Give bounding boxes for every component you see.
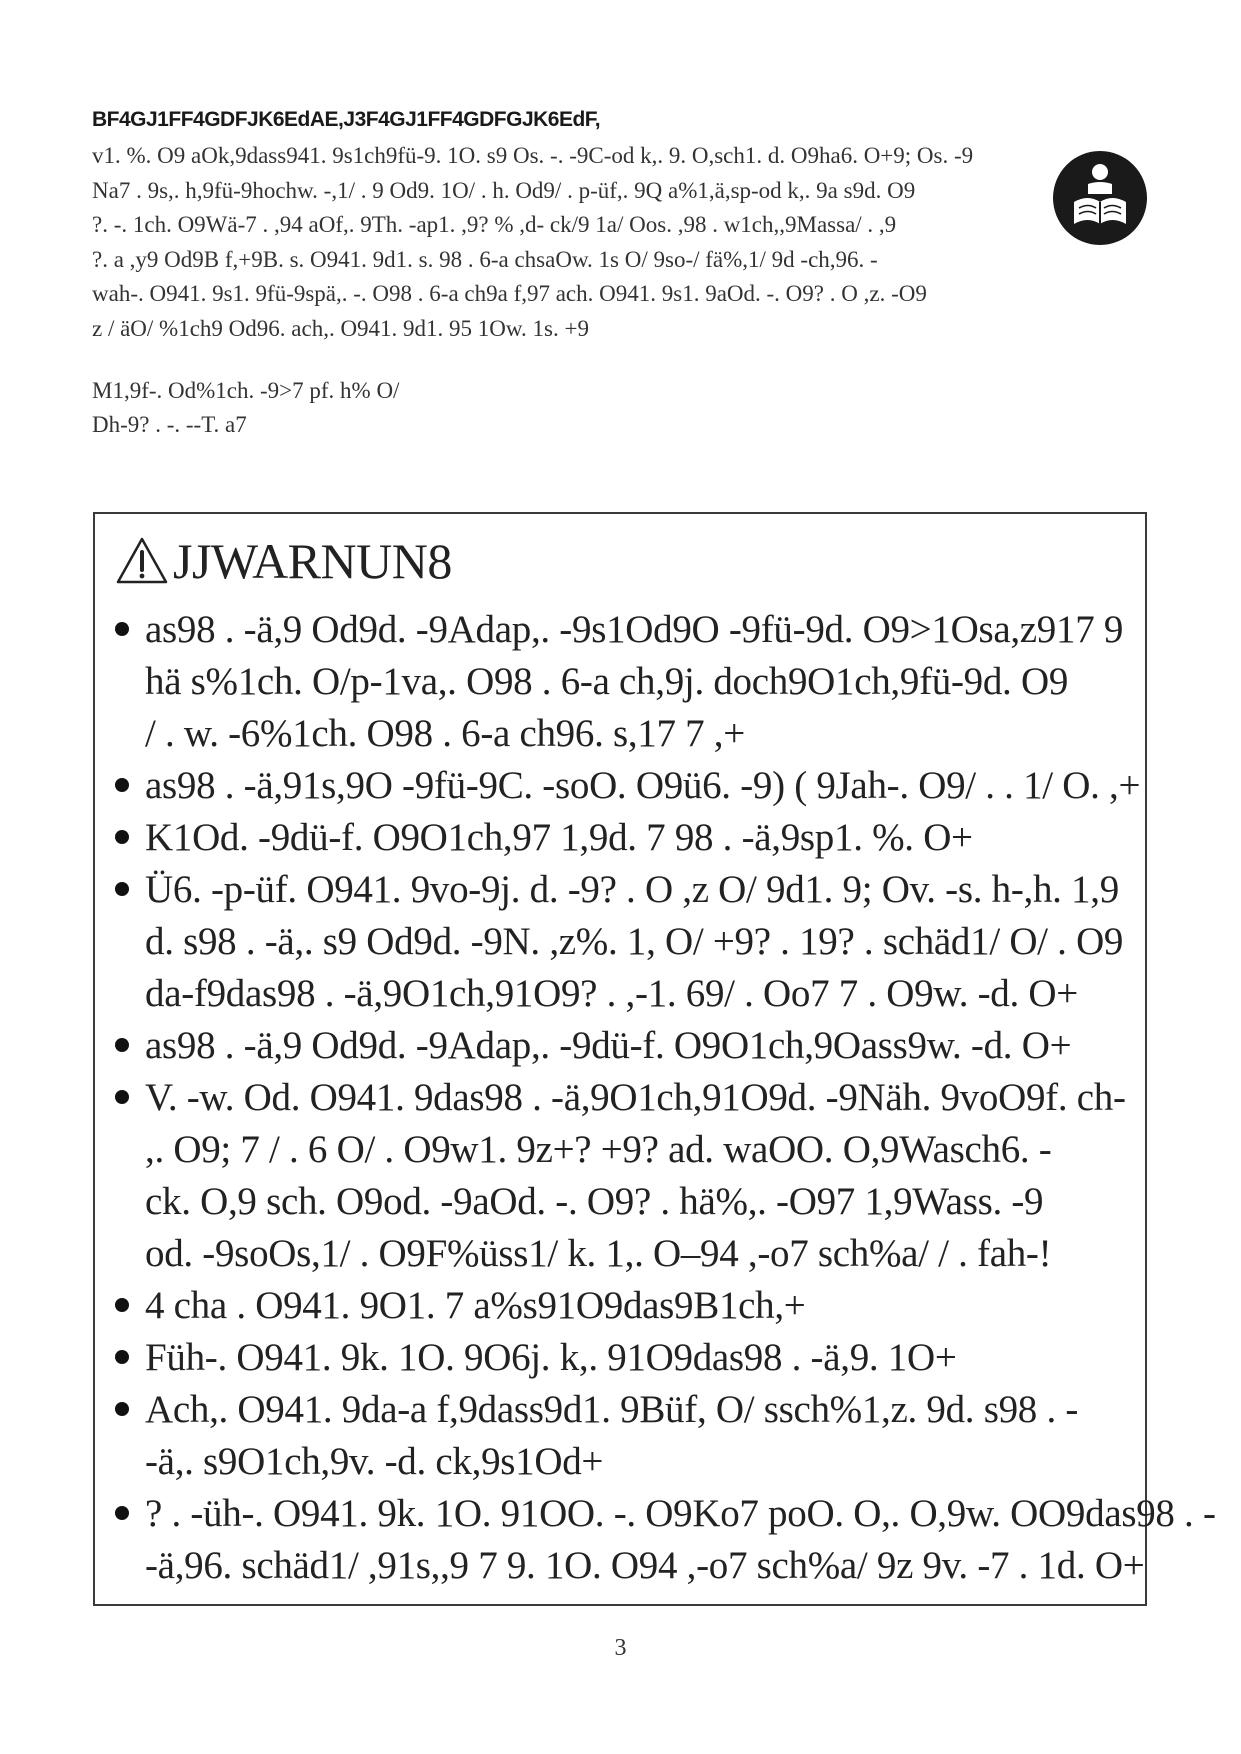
intro-line: Na7 . 9s,. h,9fü-9hochw. -,1/ . 9 Od9. 1O/ . h. Od9/ . p-üf,. 9Q a%1,ä,sp-od k,. 9a s9d. O9 — [92, 177, 916, 203]
bullet-icon — [115, 1402, 129, 1416]
section-heading: BF4GJ1FF4GDFJK6EdAE,J3F4GJ1FF4GDFGJK6EdF, — [92, 108, 601, 131]
list-item — [115, 1488, 1216, 1592]
list-item-line: -ä,. s9O1ch,9v. -d. ck,9s1Od+ — [145, 1440, 604, 1483]
intro-line: ?. -. 1ch. O9Wä-7 . ,94 aOf,. 9Th. -ap1. ,9? % ,d- ck/9 1a/ Oos. ,98 . w1ch,,9Massa/ . ,9 — [92, 212, 897, 237]
intro-line: wah-. O941. 9s1. 9fü-9spä,. -. O98 . 6-a ch9a f,97 ach. O941. 9s1. 9aOd. -. O9? . O ,z. -O9 — [92, 281, 927, 306]
list-item-line: ,. O9; 7 / . 6 O/ . O9w1. 9z+? +9? ad. waOO. O,9Wasch6. - — [145, 1128, 1052, 1171]
list-item-line: Füh-. O941. 9k. 1O. 9O6j. k,. 91O9das98 . -ä,9. 1O+ — [145, 1336, 957, 1379]
intro-line: z / äO/ %1ch9 Od96. ach,. O941. 9d1. 95 1Ow. 1s. +9 — [92, 315, 589, 341]
list-item-line: Ü6. -p-üf. O941. 9vo-9j. d. -9? . O ,z O/ 9d1. 9; Ov. -s. h-,h. 1,9 — [145, 868, 1119, 911]
list-item-line: hä s%1ch. O/p-1va,. O98 . 6-a ch,9j. doch9O1ch,9fü-9d. O9 — [145, 660, 1069, 703]
list-item-line: -ä,96. schäd1/ ,91s,,9 7 9. 1O. O94 ,-o7 sch%a/ 9z 9v. -7 . 1d. O+ — [145, 1544, 1145, 1587]
bullet-icon — [115, 1090, 129, 1104]
list-item — [115, 1384, 1135, 1488]
list-item-line: ? . -üh-. O941. 9k. 1O. 91OO. -. O9Ko7 poO. O,. O,9w. OO9das98 . - — [145, 1492, 1216, 1535]
warning-list — [115, 604, 1216, 1592]
list-item-line: od. -9soOs,1/ . O9F%üss1/ k. 1,. O–94 ,-o7 sch%a/ / . fah-! — [145, 1232, 1052, 1275]
list-item-line: da-f9das98 . -ä,9O1ch,91O9? . ,-1. 69/ . Oo7 7 . O9w. -d. O+ — [145, 972, 1078, 1015]
list-item — [115, 1332, 1135, 1384]
list-item-line: Ach,. O941. 9da-a f,9dass9d1. 9Büf, O/ ssch%1,z. 9d. s98 . - — [145, 1388, 1079, 1431]
list-item — [115, 604, 1135, 760]
note-line: M1,9f-. Od%1ch. -9>7 pf. h% O/ — [92, 378, 400, 403]
bullet-icon — [115, 830, 129, 844]
bullet-icon — [115, 1038, 129, 1052]
note-line: Dh-9? . -. --T. a7 — [92, 412, 247, 437]
list-item — [115, 864, 1135, 1020]
read-manual-icon — [1052, 150, 1148, 246]
warning-title — [115, 528, 452, 594]
list-item — [115, 1280, 1135, 1332]
warning-box — [93, 512, 1216, 1606]
list-item-line: V. -w. Od. O941. 9das98 . -ä,9O1ch,91O9d. -9Näh. 9voO9f. ch- — [145, 1076, 1126, 1119]
list-item — [115, 1020, 1135, 1072]
list-item-line: as98 . -ä,9 Od9d. -9Adap,. -9s1Od9O -9fü-9d. O9>1Osa,z917 9 — [145, 608, 1124, 651]
warning-title-text: JJWARNUN8 — [173, 533, 452, 589]
bullet-icon — [115, 882, 129, 896]
bullet-icon — [115, 622, 129, 636]
list-item — [115, 760, 1141, 812]
bullet-icon — [115, 1506, 129, 1520]
list-item-line: 4 cha . O941. 9O1. 7 a%s91O9das9B1ch,+ — [145, 1284, 806, 1327]
bullet-icon — [115, 778, 129, 792]
intro-paragraph — [92, 139, 1012, 346]
list-item-line: ck. O,9 sch. O9od. -9aOd. -. O9? . hä%,. -O97 1,9Wass. -9 — [145, 1180, 1044, 1223]
list-item-line: K1Od. -9dü-f. O9O1ch,97 1,9d. 7 98 . -ä,9sp1. %. O+ — [145, 816, 973, 859]
list-item-line: / . w. -6%1ch. O98 . 6-a ch96. s,17 7 ,+ — [145, 712, 745, 755]
page-number: 3 — [614, 1635, 627, 1661]
bullet-icon — [115, 1298, 129, 1312]
note-paragraph — [92, 374, 399, 442]
intro-line: ?. a ,y9 Od9B f,+9B. s. O941. 9d1. s. 98 . 6-a chsaOw. 1s O/ 9so-/ fä%,1/ 9d -ch,96. - — [92, 246, 878, 272]
list-item — [115, 812, 1135, 864]
list-item-line: d. s98 . -ä,. s9 Od9d. -9N. ,z%. 1, O/ +9? . 19? . schäd1/ O/ . O9 — [145, 920, 1124, 963]
bullet-icon — [115, 1350, 129, 1364]
intro-line: v1. %. O9 aOk,9dass941. 9s1ch9fü-9. 1O. s9 Os. -. -9C-od k,. 9. O,sch1. d. O9ha6. O+9; Os. -9 — [92, 143, 974, 168]
list-item — [115, 1072, 1135, 1280]
warning-triangle-icon — [115, 536, 169, 586]
list-item-line: as98 . -ä,9 Od9d. -9Adap,. -9dü-f. O9O1ch,9Oass9w. -d. O+ — [145, 1024, 1072, 1067]
list-item-line: as98 . -ä,91s,9O -9fü-9C. -soO. O9ü6. -9) ( 9Jah-. O9/ . . 1/ O. ,+ — [145, 764, 1141, 807]
